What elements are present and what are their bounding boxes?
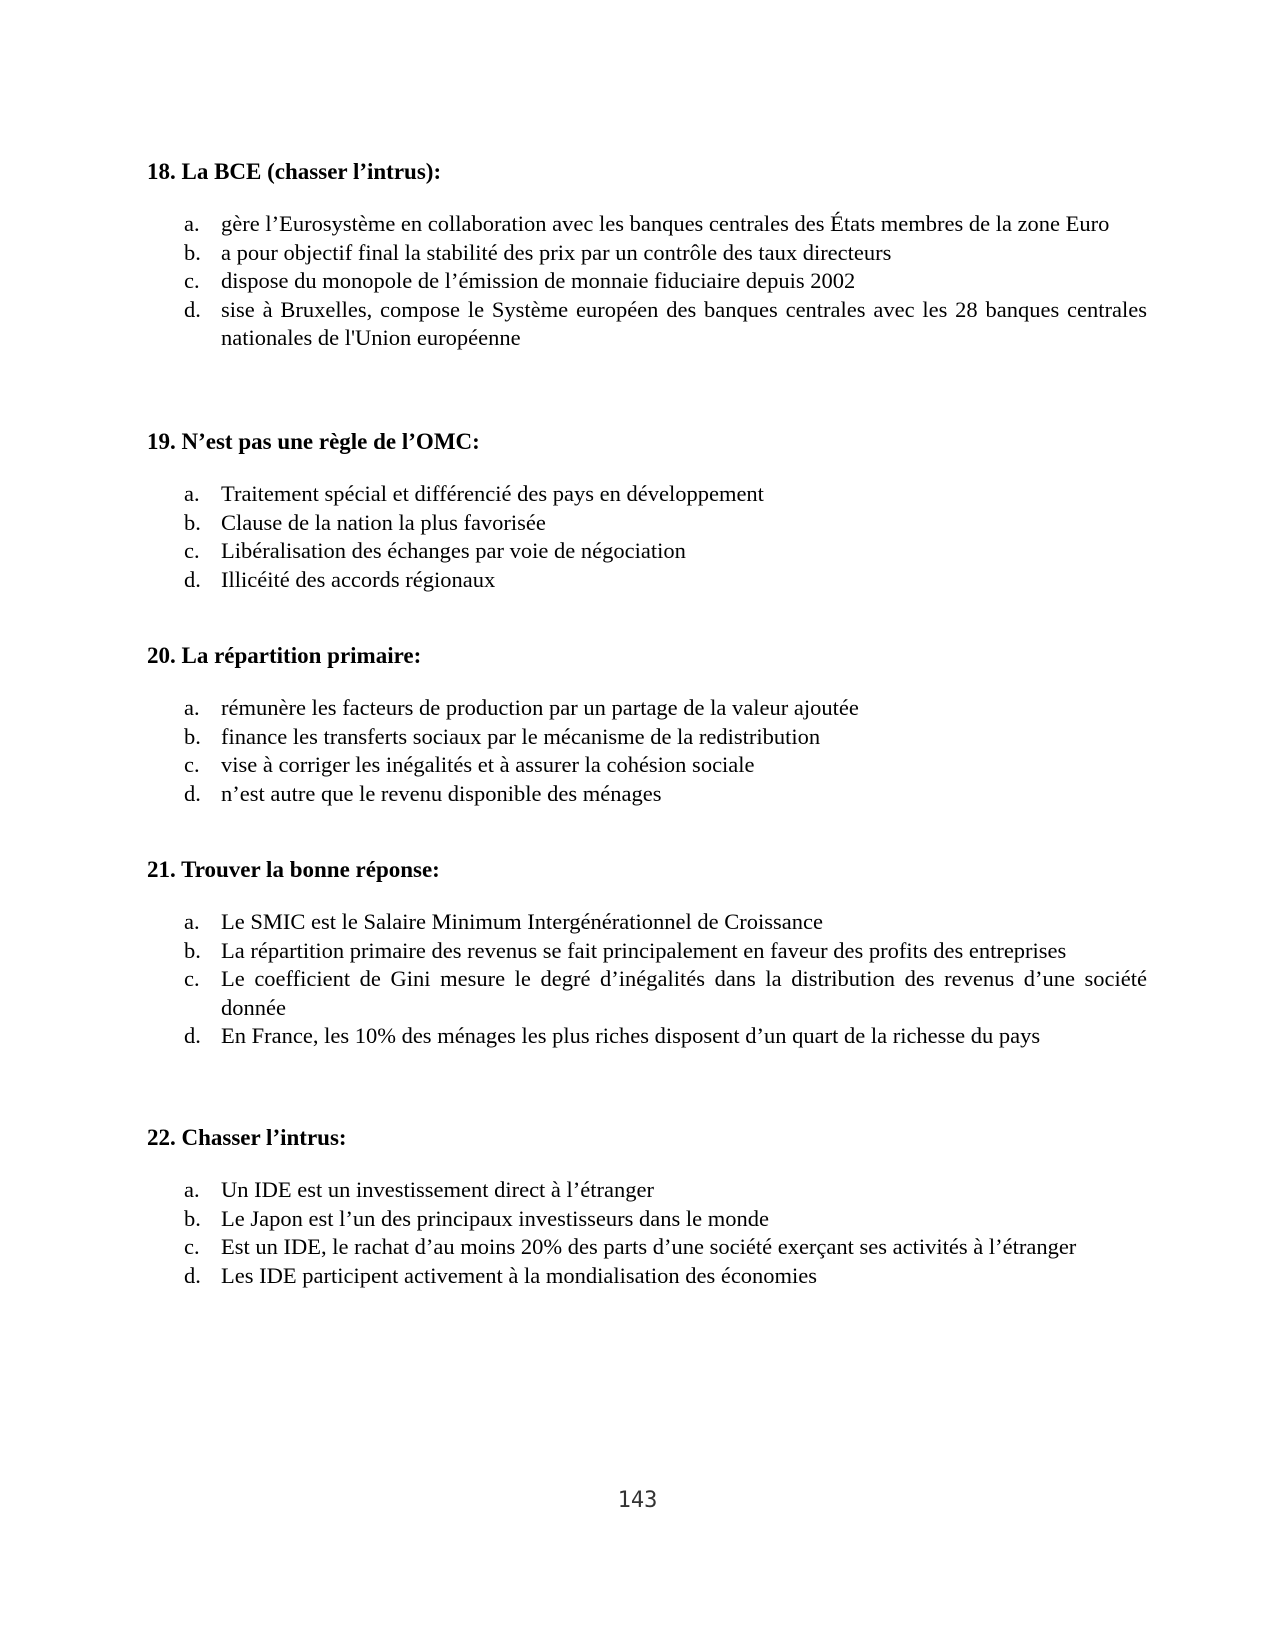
option-text: Le SMIC est le Salaire Minimum Intergénérationnel de Croissance bbox=[221, 909, 823, 934]
question-19 bbox=[147, 428, 1147, 594]
option-c bbox=[147, 267, 1147, 296]
question-20 bbox=[147, 642, 1147, 808]
option-d bbox=[147, 296, 1147, 353]
option-text: En France, les 10% des ménages les plus riches disposent d’un quart de la richesse du pays bbox=[221, 1023, 1041, 1048]
option-letter: c. bbox=[184, 966, 200, 991]
option-text: gère l’Eurosystème en collaboration avec les banques centrales des États membres de la zone Euro bbox=[221, 211, 1110, 236]
option-text: Les IDE participent activement à la mondialisation des économies bbox=[221, 1262, 818, 1288]
option-letter: b. bbox=[184, 937, 201, 963]
option-list bbox=[147, 1176, 1147, 1290]
option-b bbox=[147, 1205, 1147, 1234]
option-letter: b. bbox=[184, 1205, 201, 1231]
option-text: Clause de la nation la plus favorisée bbox=[221, 509, 546, 535]
option-letter: b. bbox=[184, 509, 201, 535]
option-letter: a. bbox=[184, 481, 200, 506]
question-title: 21. Trouver la bonne réponse: bbox=[147, 857, 440, 882]
option-c bbox=[147, 751, 1147, 780]
option-text: vise à corriger les inégalités et à assurer la cohésion sociale bbox=[221, 752, 755, 777]
option-letter: c. bbox=[184, 268, 200, 293]
option-text: Le Japon est l’un des principaux investisseurs dans le monde bbox=[221, 1205, 770, 1231]
question-title: 19. N’est pas une règle de l’OMC: bbox=[147, 429, 480, 454]
option-letter: d. bbox=[184, 780, 201, 806]
option-b bbox=[147, 937, 1147, 966]
option-letter: d. bbox=[184, 296, 201, 322]
option-b bbox=[147, 723, 1147, 752]
option-text: rémunère les facteurs de production par un partage de la valeur ajoutée bbox=[221, 695, 859, 720]
option-letter: b. bbox=[184, 239, 201, 265]
option-text: Un IDE est un investissement direct à l’étranger bbox=[221, 1177, 654, 1202]
option-letter: a. bbox=[184, 909, 200, 934]
option-letter: a. bbox=[184, 695, 200, 720]
option-text: Le coefficient de Gini mesure le degré d’inégalités dans la distribution des revenus d’une société donnée bbox=[221, 966, 1147, 1020]
option-list bbox=[147, 694, 1147, 808]
option-a bbox=[147, 480, 1147, 509]
option-letter: d. bbox=[184, 1262, 201, 1288]
option-a bbox=[147, 1176, 1147, 1205]
option-letter: c. bbox=[184, 538, 200, 563]
option-letter: d. bbox=[184, 566, 201, 592]
page-number: 143 bbox=[617, 1488, 658, 1513]
option-d bbox=[147, 1022, 1147, 1051]
option-letter: b. bbox=[184, 723, 201, 749]
question-title: 18. La BCE (chasser l’intrus): bbox=[147, 159, 442, 184]
option-b bbox=[147, 509, 1147, 538]
option-letter: d. bbox=[184, 1023, 201, 1048]
option-letter: c. bbox=[184, 752, 200, 777]
option-d bbox=[147, 780, 1147, 809]
option-letter: a. bbox=[184, 211, 200, 236]
option-c bbox=[147, 537, 1147, 566]
option-text: a pour objectif final la stabilité des prix par un contrôle des taux directeurs bbox=[221, 239, 892, 265]
question-title: 20. La répartition primaire: bbox=[147, 643, 422, 668]
option-letter: a. bbox=[184, 1177, 200, 1202]
option-text: dispose du monopole de l’émission de monnaie fiduciaire depuis 2002 bbox=[221, 268, 856, 293]
option-text: finance les transferts sociaux par le mécanisme de la redistribution bbox=[221, 723, 821, 749]
question-18 bbox=[147, 158, 1147, 353]
option-b bbox=[147, 239, 1147, 268]
option-text: La répartition primaire des revenus se fait principalement en faveur des profits des entreprises bbox=[221, 937, 1067, 963]
question-21 bbox=[147, 856, 1147, 1051]
option-text: n’est autre que le revenu disponible des ménages bbox=[221, 780, 662, 806]
option-list bbox=[147, 210, 1147, 353]
option-list bbox=[147, 908, 1147, 1051]
option-c bbox=[147, 965, 1147, 1022]
question-title: 22. Chasser l’intrus: bbox=[147, 1125, 347, 1150]
option-c bbox=[147, 1233, 1147, 1262]
option-a bbox=[147, 694, 1147, 723]
option-text: sise à Bruxelles, compose le Système européen des banques centrales avec les 28 banques centrales nationales de l'Union européenne bbox=[221, 296, 1147, 350]
option-a bbox=[147, 908, 1147, 937]
option-list bbox=[147, 480, 1147, 594]
option-letter: c. bbox=[184, 1234, 200, 1259]
option-text: Traitement spécial et différencié des pays en développement bbox=[221, 481, 764, 506]
option-text: Illicéité des accords régionaux bbox=[221, 566, 496, 592]
option-text: Est un IDE, le rachat d’au moins 20% des parts d’une société exerçant ses activités à l’étranger bbox=[221, 1234, 1077, 1259]
option-a bbox=[147, 210, 1147, 239]
option-text: Libéralisation des échanges par voie de négociation bbox=[221, 538, 686, 563]
question-22 bbox=[147, 1124, 1147, 1290]
option-d bbox=[147, 1262, 1147, 1291]
option-d bbox=[147, 566, 1147, 595]
